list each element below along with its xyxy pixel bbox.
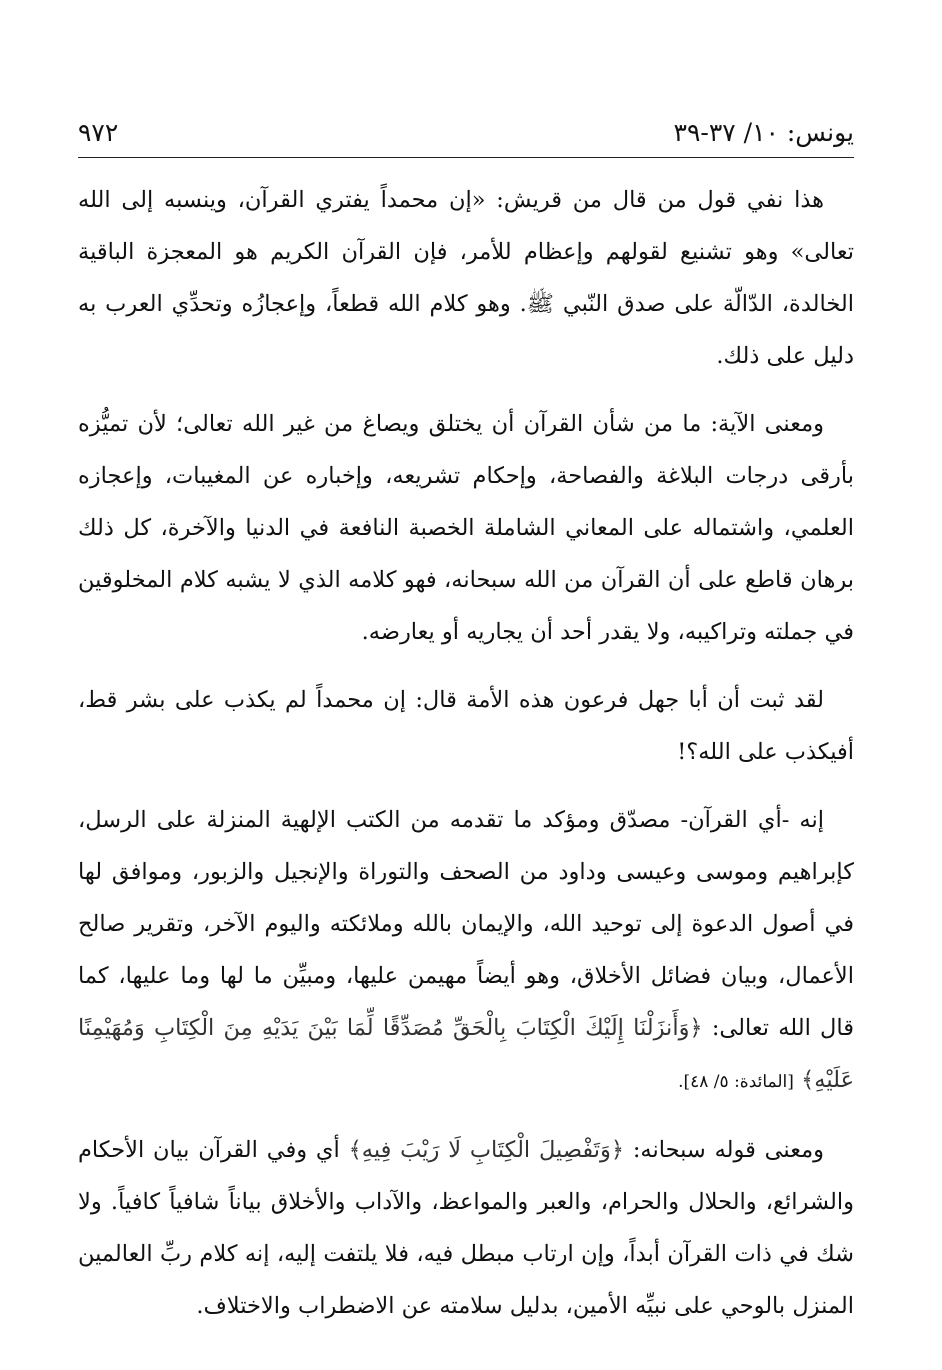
paragraph-4-text: إنه -أي القرآن- مصدّق ومؤكد ما تقدمه من الكتب الإلهية المنزلة على الرسل، كإبراهيم وموسى وعيسى وداود من الصحف والتوراة والإنجيل والزبور، وموافق لها في أصول الدعوة إلى توحيد الله، والإيمان بالله وملائكته واليوم الآخر، وتقرير صالح الأعمال، وبيان فضائل الأخلاق، وهو أيضاً مهيمن عليها، ومبيِّن ما لها وما عليها، كما قال الله تعالى:	[78, 807, 855, 1041]
verse-reference: [المائدة: ٥/ ٤٨].	[678, 1072, 794, 1092]
page-header	[78, 116, 854, 156]
header-divider	[78, 157, 854, 158]
paragraph-5-text: أي وفي القرآن بيان الأحكام والشرائع، والحلال والحرام، والعبر والمواعظ، والآداب والأخلاق بياناً شافياً كافياً. ولا شك في ذات القرآن أبداً، وإن ارتاب مبطل فيه، فلا يلتفت إليه، إنه كلام ربِّ العالمين المنزل بالوحي على نبيِّه الأمين، بدليل سلامته عن الاضطراب والاختلاف.	[78, 1137, 854, 1319]
paragraph-1: هذا نفي قول من قال من قريش: «إن محمداً يفتري القرآن، وينسبه إلى الله تعالى» وهو تشنيع لقولهم وإعظام للأمر، فإن القرآن الكريم هو المعجزة الباقية الخالدة، الدّالّة على صدق النّبي ﷺ. وهو كلام الله قطعاً، وإعجازُه وتحدِّي العرب به دليل على ذلك.	[78, 187, 854, 369]
paragraph-3: لقد ثبت أن أبا جهل فرعون هذه الأمة قال: إن محمداً لم يكذب على بشر قط، أفيكذب على الله؟!	[78, 687, 854, 765]
paragraph-5-intro: ومعنى قوله سبحانه:	[632, 1137, 824, 1163]
page-number: ٩٧٢	[78, 118, 119, 147]
page-body	[78, 174, 854, 1348]
quran-verse: ﴿وَتَفْصِيلَ الْكِتَابِ لَا رَيْبَ فِيهِ﴾	[348, 1137, 625, 1163]
header-title: يونس: ١٠/ ٣٧-٣٩	[673, 118, 854, 147]
paragraph-4	[78, 794, 854, 1108]
paragraph-2: ومعنى الآية: ما من شأن القرآن أن يختلق ويصاغ من غير الله تعالى؛ لأن تميُّزه بأرقى درجات البلاغة والفصاحة، وإحكام تشريعه، وإخباره عن المغيبات، وإعجازه العلمي، واشتماله على المعاني الشاملة الخصبة النافعة في الدنيا والآخرة، كل ذلك برهان قاطع على أن القرآن من الله سبحانه، فهو كلامه الذي لا يشبه كلام المخلوقين في جملته وتراكيبه، ولا يقدر أحد أن يجاريه أو يعارضه.	[78, 411, 854, 645]
quran-verse: ﴿وَأَنزَلْنَا إِلَيْكَ الْكِتَابَ بِالْحَقِّ مُصَدِّقًا لِّمَا بَيْنَ يَدَيْهِ مِنَ الْكِتَابِ وَمُهَيْمِنًا عَلَيْهِ﴾	[78, 1015, 854, 1093]
paragraph-5	[78, 1124, 854, 1332]
